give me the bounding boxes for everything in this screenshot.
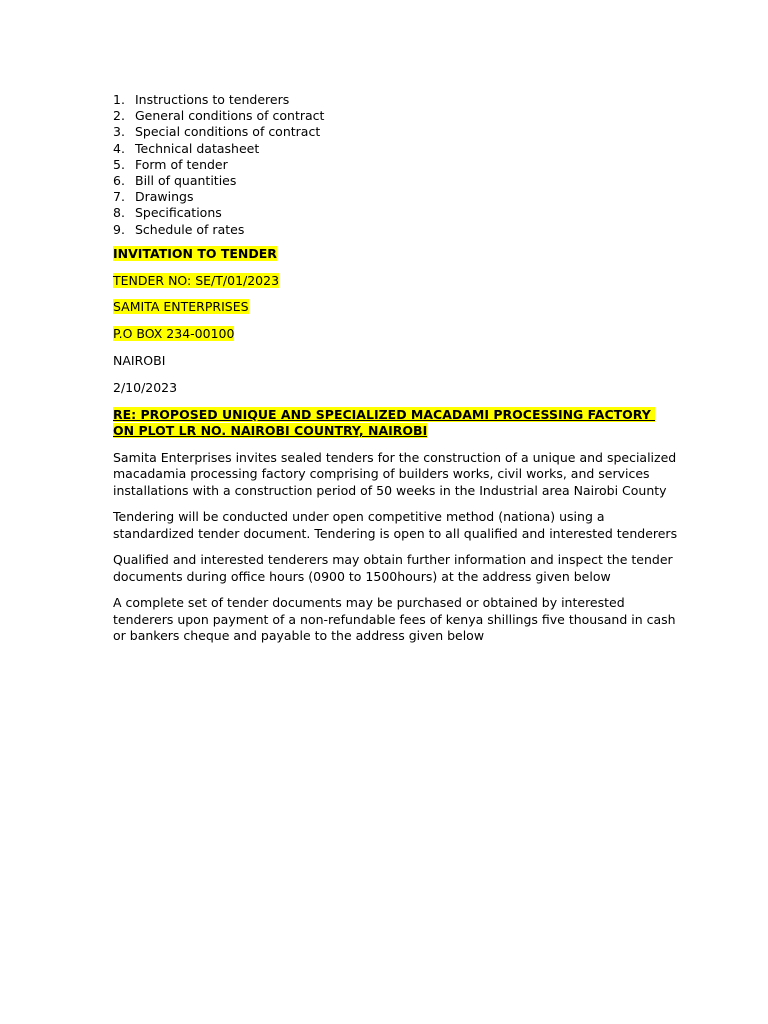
body-paragraph: Qualified and interested tenderers may obtain further information and inspect the tender documents during office hours (0900 to 1500hours) at the address given below: [113, 552, 673, 584]
date: 2/10/2023: [113, 379, 178, 395]
list-item-label: General conditions of contract: [135, 108, 325, 124]
list-item-label: Schedule of rates: [135, 221, 245, 237]
list-item: [113, 205, 688, 221]
city-line: [113, 353, 688, 370]
list-item-label: Instructions to tenderers: [135, 92, 290, 107]
invitation-title: INVITATION TO TENDER: [113, 245, 277, 261]
re-subject-line-2: ON PLOT LR NO. NAIROBI COUNTRY, NAIROBI: [113, 423, 428, 439]
list-item-label: Specifications: [135, 205, 222, 221]
list-item: [113, 189, 688, 205]
re-subject-line-1: RE: PROPOSED UNIQUE AND SPECIALIZED MACADAMI PROCESSING FACTORY: [113, 406, 656, 422]
company-line: [113, 299, 688, 316]
city: NAIROBI: [113, 353, 166, 369]
list-item-number: 6.: [113, 173, 125, 189]
list-item-number: 1.: [113, 92, 125, 107]
invitation-title-line: [113, 246, 688, 263]
list-item: [113, 92, 688, 108]
list-item: [113, 222, 688, 238]
list-item-number: 9.: [113, 221, 125, 237]
list-item: [113, 157, 688, 173]
company-name: SAMITA ENTERPRISES: [113, 299, 249, 315]
list-item-number: 8.: [113, 205, 125, 221]
list-item-number: 3.: [113, 124, 125, 140]
list-item-label: Technical datasheet: [135, 140, 260, 156]
list-item-number: 4.: [113, 140, 125, 156]
list-item-number: 2.: [113, 108, 125, 124]
body-paragraph: Samita Enterprises invites sealed tenders for the construction of a unique and specialized macadamia processing factory comprising of builders works, civil works, and services installations with a construction period of 50 weeks in the Industrial area Nairobi County: [113, 449, 677, 498]
list-item: [113, 141, 688, 157]
contents-list: [113, 92, 688, 238]
list-item-label: Drawings: [135, 189, 194, 205]
tender-number: TENDER NO: SE/T/01/2023: [113, 272, 280, 288]
list-item: [113, 108, 688, 124]
list-item-number: 7.: [113, 189, 125, 205]
list-item-label: Special conditions of contract: [135, 124, 321, 140]
date-line: [113, 380, 688, 397]
list-item-label: Form of tender: [135, 156, 228, 172]
body-paragraph: A complete set of tender documents may be purchased or obtained by interested tenderers upon payment of a non-refundable fees of kenya shillings five thousand in cash or bankers cheque and payable to the address given below: [113, 595, 676, 644]
list-item-number: 5.: [113, 156, 125, 172]
tender-no-line: [113, 273, 688, 290]
body-paragraph: Tendering will be conducted under open competitive method (nationa) using a standardized tender document. Tendering is open to all qualified and interested tenderers: [113, 509, 678, 541]
po-box: P.O BOX 234-00100: [113, 326, 235, 342]
list-item: [113, 124, 688, 140]
re-subject: [113, 407, 673, 440]
list-item: [113, 173, 688, 189]
po-box-line: [113, 326, 688, 343]
list-item-label: Bill of quantities: [135, 173, 237, 189]
